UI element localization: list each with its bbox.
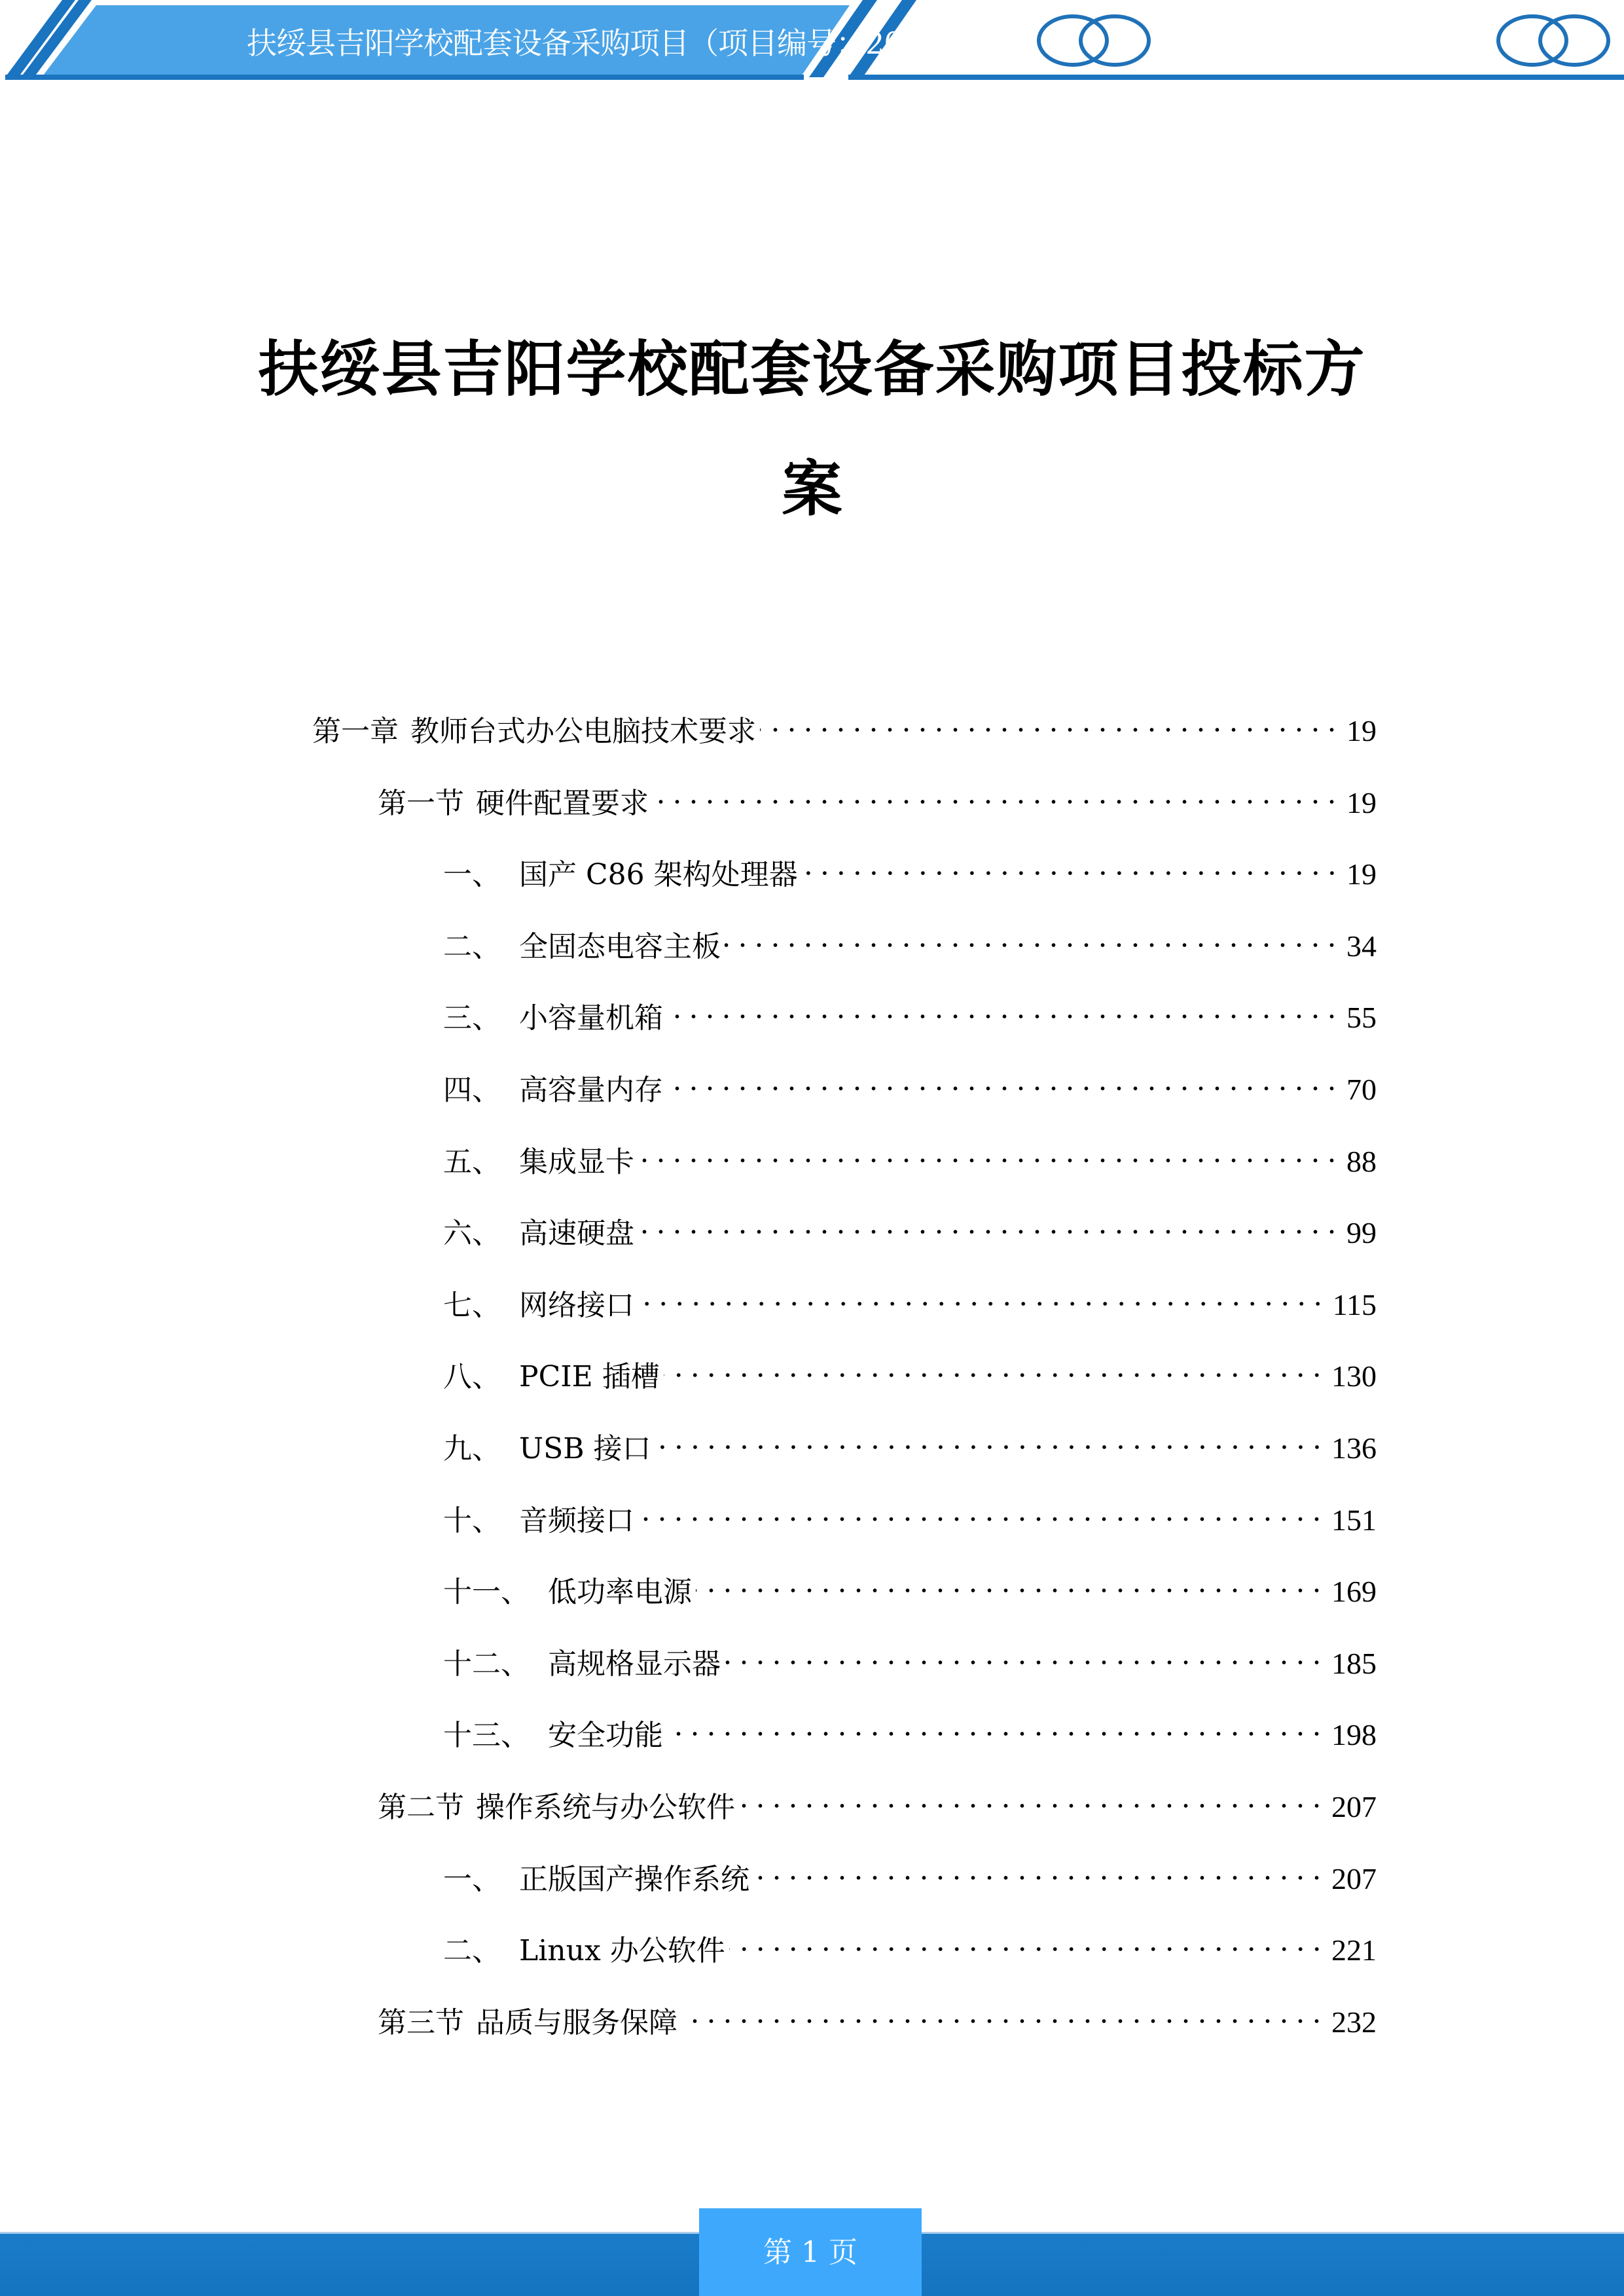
toc-entry-title: 操作系统与办公软件 <box>476 1791 735 1824</box>
toc-entry-number: 十、 <box>443 1503 501 1537</box>
document-title-line-2: 案 <box>782 454 842 524</box>
toc-entry-number: 十三、 <box>443 1719 530 1753</box>
toc-entry[interactable] <box>443 917 1377 963</box>
toc-dot-leader <box>696 1562 1325 1602</box>
toc-entry-page: 34 <box>1346 929 1377 963</box>
toc-entry-title: 正版国产操作系统 <box>519 1862 749 1896</box>
toc-entry-number: 五、 <box>443 1145 501 1179</box>
toc-entry-number: 一、 <box>443 1862 501 1896</box>
toc-dot-leader <box>638 1204 1340 1243</box>
toc-entry-title: 高容量内存 <box>519 1073 663 1107</box>
toc-dot-leader <box>681 1993 1325 2032</box>
toc-entry-title: USB 接口 <box>519 1432 651 1465</box>
toc-entry-title: 品质与服务保障 <box>476 2005 677 2039</box>
toc-entry-page: 151 <box>1331 1503 1377 1537</box>
toc-entry-page: 19 <box>1346 714 1377 747</box>
toc-entry-number: 第一章 <box>312 715 399 748</box>
interlocking-rings-icon <box>1496 13 1614 68</box>
toc-dot-leader <box>664 1347 1325 1386</box>
toc-dot-leader <box>753 1850 1325 1889</box>
toc-entry-page: 232 <box>1331 2005 1377 2039</box>
toc-entry-page: 88 <box>1346 1144 1377 1178</box>
toc-dot-leader <box>739 1778 1325 1817</box>
toc-dot-leader <box>760 702 1340 741</box>
toc-entry-page: 198 <box>1331 1718 1377 1752</box>
toc-entry[interactable] <box>443 1204 1377 1251</box>
toc-entry-title: 全固态电容主板 <box>519 929 721 963</box>
toc-entry[interactable] <box>443 1921 1377 1968</box>
toc-entry-number: 第三节 <box>378 2005 464 2039</box>
toc-entry[interactable] <box>443 1419 1377 1465</box>
toc-entry-page: 136 <box>1331 1431 1377 1465</box>
toc-entry-title: 硬件配置要求 <box>476 786 649 820</box>
toc-entry[interactable] <box>378 1993 1377 2039</box>
toc-entry-page: 99 <box>1346 1216 1377 1250</box>
interlocking-rings-icon <box>1036 13 1153 68</box>
toc-entry-title: Linux 办公软件 <box>519 1934 725 1968</box>
toc-entry-number: 二、 <box>443 1934 501 1968</box>
toc-entry-title: 安全功能 <box>548 1719 663 1753</box>
toc-entry-number: 七、 <box>443 1288 501 1322</box>
toc-dot-leader <box>725 1634 1325 1674</box>
toc-entry-title: PCIE 插槽 <box>519 1360 660 1394</box>
toc-entry-page: 115 <box>1332 1287 1377 1321</box>
document-title-line-1: 扶绥县吉阳学校配套设备采购项目投标方 <box>258 334 1366 404</box>
toc-entry-title: 国产 C86 架构处理器 <box>519 858 798 892</box>
page-header <box>0 0 1624 85</box>
toc-entry-title: 低功率电源 <box>548 1575 692 1609</box>
toc-entry-page: 185 <box>1331 1646 1377 1680</box>
toc-entry-number: 六、 <box>443 1217 501 1251</box>
toc-entry-number: 三、 <box>443 1001 501 1035</box>
toc-entry-number: 十二、 <box>443 1647 530 1681</box>
toc-entry-page: 130 <box>1331 1359 1377 1393</box>
toc-entry-title: 教师台式办公电脑技术要求 <box>410 715 756 748</box>
toc-dot-leader <box>667 1706 1325 1745</box>
toc-entry-number: 十一、 <box>443 1575 530 1609</box>
toc-entry[interactable] <box>443 1562 1377 1609</box>
toc-entry[interactable] <box>443 1132 1377 1179</box>
toc-entry-number: 八、 <box>443 1360 501 1394</box>
toc-dot-leader <box>729 1921 1325 1960</box>
toc-entry[interactable] <box>443 1850 1377 1896</box>
toc-entry[interactable] <box>443 1491 1377 1537</box>
toc-dot-leader <box>802 845 1340 884</box>
toc-entry-number: 四、 <box>443 1073 501 1107</box>
toc-entry[interactable] <box>378 1778 1377 1824</box>
toc-dot-leader <box>667 988 1340 1028</box>
toc-entry-title: 小容量机箱 <box>519 1001 663 1035</box>
toc-entry[interactable] <box>443 988 1377 1035</box>
toc-entry[interactable] <box>443 1276 1377 1322</box>
header-title: 扶绥县吉阳学校配套设备采购项目（项目编号：2022） <box>247 26 969 61</box>
toc-entry[interactable] <box>443 845 1377 892</box>
toc-entry[interactable] <box>443 1347 1377 1394</box>
toc-entry[interactable] <box>443 1706 1377 1753</box>
toc-dot-leader <box>655 1419 1325 1458</box>
toc-dot-leader <box>667 1060 1340 1100</box>
toc-entry-page: 169 <box>1331 1575 1377 1609</box>
toc-entry-number: 九、 <box>443 1432 501 1465</box>
toc-entry-title: 音频接口 <box>519 1503 634 1537</box>
toc-entry-page: 70 <box>1346 1073 1377 1106</box>
toc-entry-page: 55 <box>1346 1001 1377 1035</box>
page-number-label: 第 1 页 <box>763 2236 857 2269</box>
toc-dot-leader <box>638 1276 1326 1315</box>
toc-dot-leader <box>653 774 1340 813</box>
toc-entry[interactable] <box>443 1060 1377 1107</box>
toc-entry-number: 第一节 <box>378 786 464 820</box>
toc-entry-title: 高规格显示器 <box>548 1647 721 1681</box>
toc-entry-page: 19 <box>1346 785 1377 819</box>
toc-entry-number: 二、 <box>443 929 501 963</box>
toc-entry[interactable] <box>443 1634 1377 1681</box>
toc-entry-number: 第二节 <box>378 1791 464 1824</box>
toc-dot-leader <box>638 1132 1340 1172</box>
toc-dot-leader <box>725 917 1340 956</box>
toc-entry-title: 网络接口 <box>519 1288 634 1322</box>
toc-entry[interactable] <box>312 702 1377 748</box>
toc-entry-title: 集成显卡 <box>519 1145 634 1179</box>
toc-entry-title: 高速硬盘 <box>519 1217 634 1251</box>
toc-entry-page: 221 <box>1331 1933 1377 1967</box>
toc-entry-page: 207 <box>1331 1790 1377 1823</box>
toc-entry-number: 一、 <box>443 858 501 892</box>
toc-entry-page: 19 <box>1346 857 1377 891</box>
toc-entry[interactable] <box>378 774 1377 820</box>
toc-entry-page: 207 <box>1331 1861 1377 1895</box>
toc-dot-leader <box>638 1491 1325 1530</box>
